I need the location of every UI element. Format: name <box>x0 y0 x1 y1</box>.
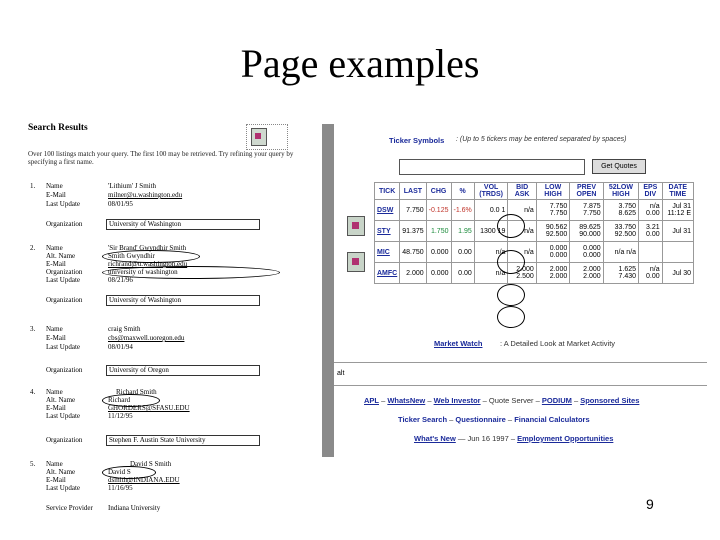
link-employment[interactable]: Employment Opportunities <box>517 434 614 443</box>
field-value: 11/16/95 <box>108 484 133 492</box>
table-row <box>375 221 694 242</box>
highlight-circle <box>102 394 160 407</box>
cell: 0.000 0.000 <box>570 242 603 263</box>
highlight-circle <box>497 250 525 274</box>
entry-number: 4. <box>30 388 36 396</box>
directory-icon[interactable] <box>246 124 288 150</box>
field-value: 08/01/94 <box>108 343 133 351</box>
col-tick: TICK <box>375 183 400 200</box>
market-watch-desc: : A Detailed Look at Market Activity <box>500 339 616 348</box>
table-header-row <box>375 183 694 200</box>
cell: 48.750 <box>400 242 426 263</box>
cell: Jul 30 <box>662 263 693 284</box>
email-link[interactable]: cbs@maxwell.uoregon.edu <box>108 334 185 342</box>
col-chg: CHG <box>426 183 451 200</box>
table-row <box>375 242 694 263</box>
cell <box>662 242 693 263</box>
link-podium[interactable]: PODIUM <box>541 396 572 405</box>
market-watch-link[interactable]: Market Watch <box>434 339 483 348</box>
cell: n/a 0.00 <box>639 263 663 284</box>
ticker-link[interactable]: DSW <box>375 200 400 221</box>
cell: 0.000 <box>426 242 451 263</box>
field-value: David S Smith <box>130 460 172 468</box>
field-label: Name <box>46 244 63 252</box>
cell: n/a 0.00 <box>639 200 663 221</box>
cell: 1300 19 <box>474 221 508 242</box>
cell: 33.750 92.500 <box>603 221 638 242</box>
cell <box>639 242 663 263</box>
field-label: Name <box>46 325 63 333</box>
field-value: Smith Gwyndhir <box>108 252 155 260</box>
field-label: Name <box>46 460 63 468</box>
field-label: Alt. Name <box>46 252 76 260</box>
email-link[interactable]: richrand@u.washington.edu <box>108 260 188 268</box>
link-sponsored-sites[interactable]: Sponsored Sites <box>580 396 640 405</box>
cell: n/a <box>474 242 508 263</box>
link-apl[interactable]: APL <box>364 396 379 405</box>
cell: n/a <box>474 263 508 284</box>
field-value: university of washington <box>108 268 178 276</box>
link-financial-calculators[interactable]: Financial Calculators <box>514 415 590 424</box>
page-number: 9 <box>646 496 654 512</box>
address-bar[interactable] <box>334 362 707 386</box>
field-value: 08/01/95 <box>108 200 133 208</box>
link-questionnaire[interactable]: Questionnaire <box>455 415 506 424</box>
cell: 2.000 2.500 <box>508 263 536 284</box>
field-value: Richard Smith <box>116 388 157 396</box>
cell: 1.95 <box>451 221 474 242</box>
cell: -0.125 <box>426 200 451 221</box>
field-label: E-Mail <box>46 334 66 342</box>
highlight-circle <box>102 250 200 263</box>
cell: 0.000 0.000 <box>536 242 569 263</box>
cell: 90.562 92.500 <box>536 221 569 242</box>
cell: 3.750 8.625 <box>603 200 638 221</box>
field-value: Richard <box>108 396 131 404</box>
cell: 2.000 2.000 <box>536 263 569 284</box>
field-label: Name <box>46 182 63 190</box>
market-panel <box>322 124 707 457</box>
cell: 0.0 1 <box>474 200 508 221</box>
field-label: Last Update <box>46 412 81 420</box>
search-intro: Over 100 listings match your query. The first 100 may be retrieved. Try refining your query by specifying a first name. <box>28 150 294 166</box>
highlight-circle <box>497 306 525 328</box>
field-label: Organization <box>46 268 83 276</box>
cell: Jul 31 11:12 E <box>662 200 693 221</box>
highlight-circle <box>102 266 280 279</box>
cell: n/a n/a <box>603 242 638 263</box>
field-label: E-Mail <box>46 191 66 199</box>
cell: 2.000 2.000 <box>570 263 603 284</box>
footer-links-row-2: Ticker Search – Questionnaire – Financial Calculators <box>398 415 590 424</box>
ticker-link[interactable]: MIC <box>375 242 400 263</box>
cell: 2.000 <box>400 263 426 284</box>
address-text: alt <box>337 370 345 377</box>
field-value: Indiana University <box>108 504 161 512</box>
field-label: Last Update <box>46 200 81 208</box>
field-label: Organization <box>46 220 83 228</box>
ticker-input[interactable] <box>399 159 585 175</box>
link-ticker-search[interactable]: Ticker Search <box>398 415 448 424</box>
col-eps: EPS DIV <box>639 183 663 200</box>
field-label: E-Mail <box>46 476 66 484</box>
field-label: Last Update <box>46 276 81 284</box>
get-quotes-button[interactable]: Get Quotes <box>592 159 646 174</box>
col-prev: PREV OPEN <box>570 183 603 200</box>
email-link[interactable]: milner@u.washington.edu <box>108 191 183 199</box>
table-row <box>375 263 694 284</box>
cell: 1.625 7.430 <box>603 263 638 284</box>
field-value: 'Sir Brand' Gwyndhir Smith <box>108 244 187 252</box>
organization-box: Stephen F. Austin State University <box>106 435 260 446</box>
col-low: LOW HIGH <box>536 183 569 200</box>
entry-number: 5. <box>30 460 36 468</box>
cell: 7.750 7.750 <box>536 200 569 221</box>
cell: 0.00 <box>451 242 474 263</box>
col-last: LAST <box>400 183 426 200</box>
col-pct: % <box>451 183 474 200</box>
chart-icon[interactable] <box>347 216 365 236</box>
organization-box: University of Washington <box>106 219 260 230</box>
field-label: Organization <box>46 296 83 304</box>
highlight-circle <box>102 466 156 479</box>
search-results-heading: Search Results <box>28 123 88 133</box>
field-label: Name <box>46 388 63 396</box>
page-title: Page examples <box>240 41 480 86</box>
ticker-link[interactable]: STY <box>375 221 400 242</box>
cell: 7.750 <box>400 200 426 221</box>
cell: n/a <box>508 200 536 221</box>
field-label: Alt. Name <box>46 468 76 476</box>
date-label: Jun 16 1997 <box>467 434 509 443</box>
cell: 1.750 <box>426 221 451 242</box>
footer-links-row-1: APL – WhatsNew – Web Investor – Quote Server – PODIUM – Sponsored Sites <box>364 396 640 405</box>
entry-number: 2. <box>30 244 36 252</box>
entry-number: 3. <box>30 325 36 333</box>
cell: 0.000 <box>426 263 451 284</box>
field-label: Service Provider <box>46 504 93 512</box>
cell: -1.6% <box>451 200 474 221</box>
field-value: David S <box>108 468 131 476</box>
col-vol: VOL (TRDS) <box>474 183 508 200</box>
link-web-investor[interactable]: Web Investor <box>433 396 481 405</box>
cell: 91.375 <box>400 221 426 242</box>
cell: 89.625 90.000 <box>570 221 603 242</box>
chart-icon[interactable] <box>347 252 365 272</box>
field-label: Alt. Name <box>46 396 76 404</box>
cell: n/a <box>508 242 536 263</box>
field-label: Organization <box>46 366 83 374</box>
table-row <box>375 200 694 221</box>
link-whatsnew[interactable]: WhatsNew <box>387 396 426 405</box>
cell: n/a <box>508 221 536 242</box>
organization-box: University of Oregon <box>106 365 260 376</box>
field-label: Last Update <box>46 484 81 492</box>
ticker-link[interactable]: AMFC <box>375 263 400 284</box>
search-results-panel <box>28 120 318 520</box>
field-value: 'Lithium' J Smith <box>108 182 157 190</box>
cell: Jul 31 <box>662 221 693 242</box>
cell: 7.875 7.750 <box>570 200 603 221</box>
footer-links-row-3: What's New — Jun 16 1997 – Employment Opportunities <box>414 434 614 443</box>
highlight-circle <box>497 284 525 306</box>
field-value: craig Smith <box>108 325 141 333</box>
field-label: E-Mail <box>46 260 66 268</box>
quotes-table <box>374 182 694 284</box>
ticker-symbols-link[interactable]: Ticker Symbols <box>389 136 445 145</box>
highlight-circle <box>497 214 525 238</box>
field-value: 11/12/95 <box>108 412 133 420</box>
entry-number: 1. <box>30 182 36 190</box>
col-date: DATE TIME <box>662 183 693 200</box>
link-whats-new[interactable]: What's New <box>414 434 456 443</box>
ticker-hint: : (Up to 5 tickers may be entered separated by spaces) <box>456 136 627 143</box>
email-link[interactable]: GHORDERS@SFASU.EDU <box>108 404 190 412</box>
col-bid: BID ASK <box>508 183 536 200</box>
field-label: E-Mail <box>46 404 66 412</box>
email-link[interactable]: dsmith@INDIANA.EDU <box>108 476 180 484</box>
col-52: 52LOW HIGH <box>603 183 638 200</box>
field-label: Organization <box>46 436 83 444</box>
quote-server-label: Quote Server <box>488 396 534 405</box>
cell: 0.00 <box>451 263 474 284</box>
cell: 3.21 0.00 <box>639 221 663 242</box>
field-value: 08/21/96 <box>108 276 133 284</box>
field-label: Last Update <box>46 343 81 351</box>
organization-box: University of Washington <box>106 295 260 306</box>
